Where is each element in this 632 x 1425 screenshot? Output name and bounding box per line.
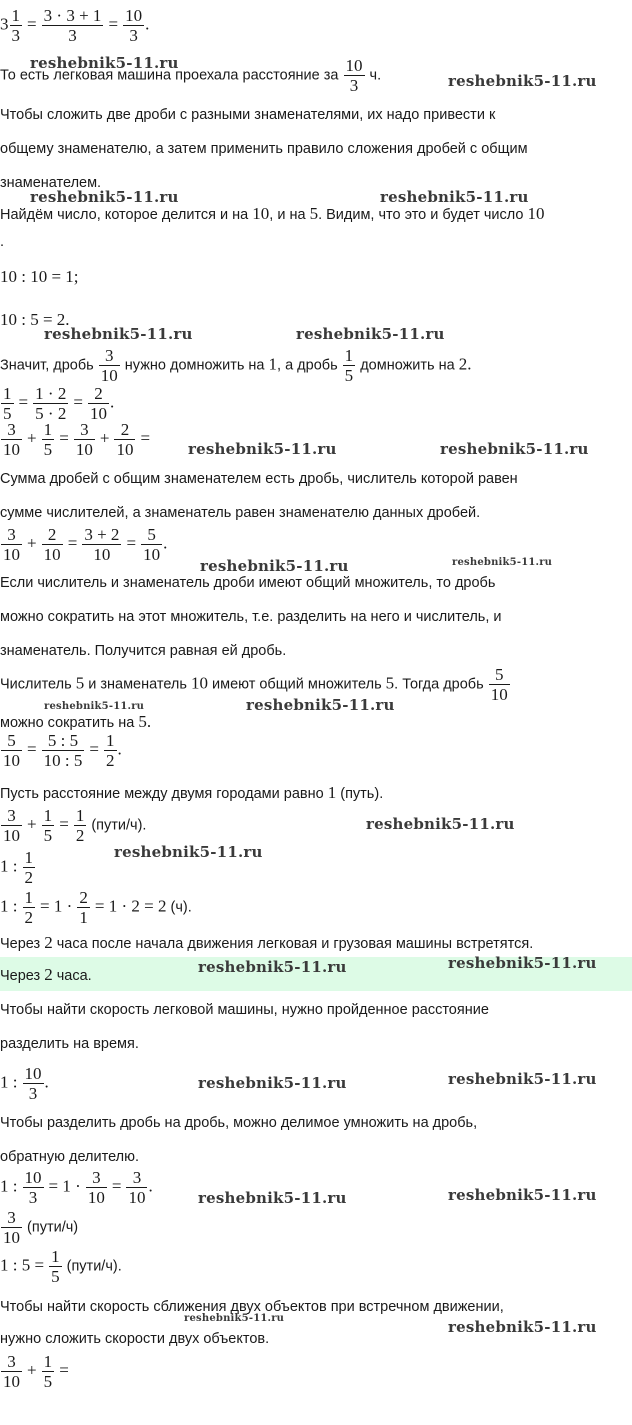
- watermark: reshebnik5-11.ru: [366, 815, 515, 833]
- text-line: знаменателем.: [0, 175, 102, 191]
- watermark: reshebnik5-11.ru: [448, 1318, 597, 1336]
- watermark: reshebnik5-11.ru: [198, 1074, 347, 1092]
- mixed-number-equation: 3 $\frac{1}{3}$ = $\frac{3 \cdot 3 + 1}{3}$ = $\frac{10}{3}$ .: [0, 6, 150, 45]
- equation: $\frac{3}{10}$ + $\frac{1}{5}$ =: [3, 1352, 69, 1391]
- equation: $\frac{3}{10}$ + $\frac{2}{10}$ = $\frac{3 + 2}{10}$ = $\frac{5}{10}$ .: [3, 525, 168, 564]
- watermark: reshebnik5-11.ru: [448, 954, 597, 972]
- watermark: reshebnik5-11.ru: [380, 188, 529, 206]
- watermark: reshebnik5-11.ru: [440, 440, 589, 458]
- equation: 1 : $\frac{10}{3}$ .: [0, 1064, 49, 1103]
- text-line: Числитель 5 и знаменатель 10 имеют общий множитель 5. Тогда дробь $\frac{5}{10}$: [0, 665, 508, 704]
- text-line: Чтобы найти скорость легковой машины, нужно пройденное расстояние: [0, 1002, 489, 1018]
- equation: 10 : 10 = 1;: [0, 267, 79, 286]
- text-line: обратную делителю.: [0, 1149, 140, 1165]
- watermark: reshebnik5-11.ru: [30, 54, 179, 72]
- text-line: Сумма дробей с общим знаменателем есть дробь, числитель которой равен: [0, 471, 518, 487]
- text-line: Если числитель и знаменатель дроби имеют общий множитель, то дробь: [0, 575, 496, 591]
- text-line: знаменатель. Получится равная ей дробь.: [0, 643, 287, 659]
- watermark: reshebnik5-11.ru: [246, 696, 395, 714]
- watermark: reshebnik5-11.ru: [44, 701, 145, 712]
- equation: $\frac{3}{10}$ (пути/ч): [3, 1208, 79, 1247]
- watermark: reshebnik5-11.ru: [448, 72, 597, 90]
- answer-line: Через 2 часа.: [0, 965, 92, 984]
- text-line: Чтобы сложить две дроби с разными знаменателями, их надо привести к: [0, 107, 496, 123]
- equation: 1 : $\frac{1}{2}$ = 1 · $\frac{2}{1}$ = 1 · 2 = 2 (ч).: [0, 888, 192, 927]
- equation: 1 : 5 = $\frac{1}{5}$ (пути/ч).: [0, 1247, 122, 1286]
- watermark: reshebnik5-11.ru: [44, 325, 193, 343]
- equation: 1 : $\frac{1}{2}$: [0, 848, 34, 887]
- watermark: reshebnik5-11.ru: [114, 843, 263, 861]
- equation: $\frac{3}{10}$ + $\frac{1}{5}$ = $\frac{3}{10}$ + $\frac{2}{10}$ =: [3, 420, 151, 459]
- equation: $\frac{1}{5}$ = $\frac{1 \cdot 2}{5 \cdot 2}$ = $\frac{2}{10}$ .: [3, 384, 115, 423]
- text-line: можно сократить на этот множитель, т.е. разделить на него и числитель, и: [0, 609, 502, 625]
- text-line: Чтобы найти скорость сближения двух объектов при встречном движении,: [0, 1299, 504, 1315]
- equation: 10 : 5 = 2.: [0, 310, 70, 329]
- equation: $\frac{3}{10}$ + $\frac{1}{5}$ = $\frac{1}{2}$ (пути/ч).: [3, 806, 147, 845]
- equation: $\frac{5}{10}$ = $\frac{5 : 5}{10 : 5}$ = $\frac{1}{2}$ .: [3, 731, 122, 770]
- text-line: Пусть расстояние между двумя городами равно 1 (путь).: [0, 783, 384, 802]
- watermark: reshebnik5-11.ru: [198, 1189, 347, 1207]
- text-line: Чтобы разделить дробь на дробь, можно делимое умножить на дробь,: [0, 1115, 478, 1131]
- text-line: разделить на время.: [0, 1036, 139, 1052]
- text-line: То есть легковая машина проехала расстояние за $\frac{10}{3}$ ч.: [0, 56, 382, 95]
- watermark: reshebnik5-11.ru: [184, 1313, 285, 1324]
- text-line: сумме числителей, а знаменатель равен знаменателю данных дробей.: [0, 505, 481, 521]
- equation: 1 : $\frac{10}{3}$ = 1 · $\frac{3}{10}$ = $\frac{3}{10}$ .: [0, 1168, 153, 1207]
- text-line: можно сократить на 5.: [0, 712, 152, 731]
- text-line: Через 2 часа после начала движения легковая и грузовая машины встретятся.: [0, 933, 534, 952]
- text-line: Найдём число, которое делится и на 10, и на 5. Видим, что это и будет число 10: [0, 204, 545, 223]
- text-line: общему знаменателю, а затем применить правило сложения дробей с общим: [0, 141, 528, 157]
- watermark: reshebnik5-11.ru: [452, 557, 553, 568]
- text-line: нужно сложить скорости двух объектов.: [0, 1331, 270, 1347]
- watermark: reshebnik5-11.ru: [448, 1186, 597, 1204]
- text-line: .: [0, 234, 5, 250]
- watermark: reshebnik5-11.ru: [296, 325, 445, 343]
- watermark: reshebnik5-11.ru: [198, 958, 347, 976]
- text-line: Значит, дробь $\frac{3}{10}$ нужно домножить на 1, а дробь $\frac{1}{5}$ домножить на 2.: [0, 346, 472, 385]
- watermark: reshebnik5-11.ru: [188, 440, 337, 458]
- watermark: reshebnik5-11.ru: [200, 557, 349, 575]
- watermark: reshebnik5-11.ru: [30, 188, 179, 206]
- watermark: reshebnik5-11.ru: [448, 1070, 597, 1088]
